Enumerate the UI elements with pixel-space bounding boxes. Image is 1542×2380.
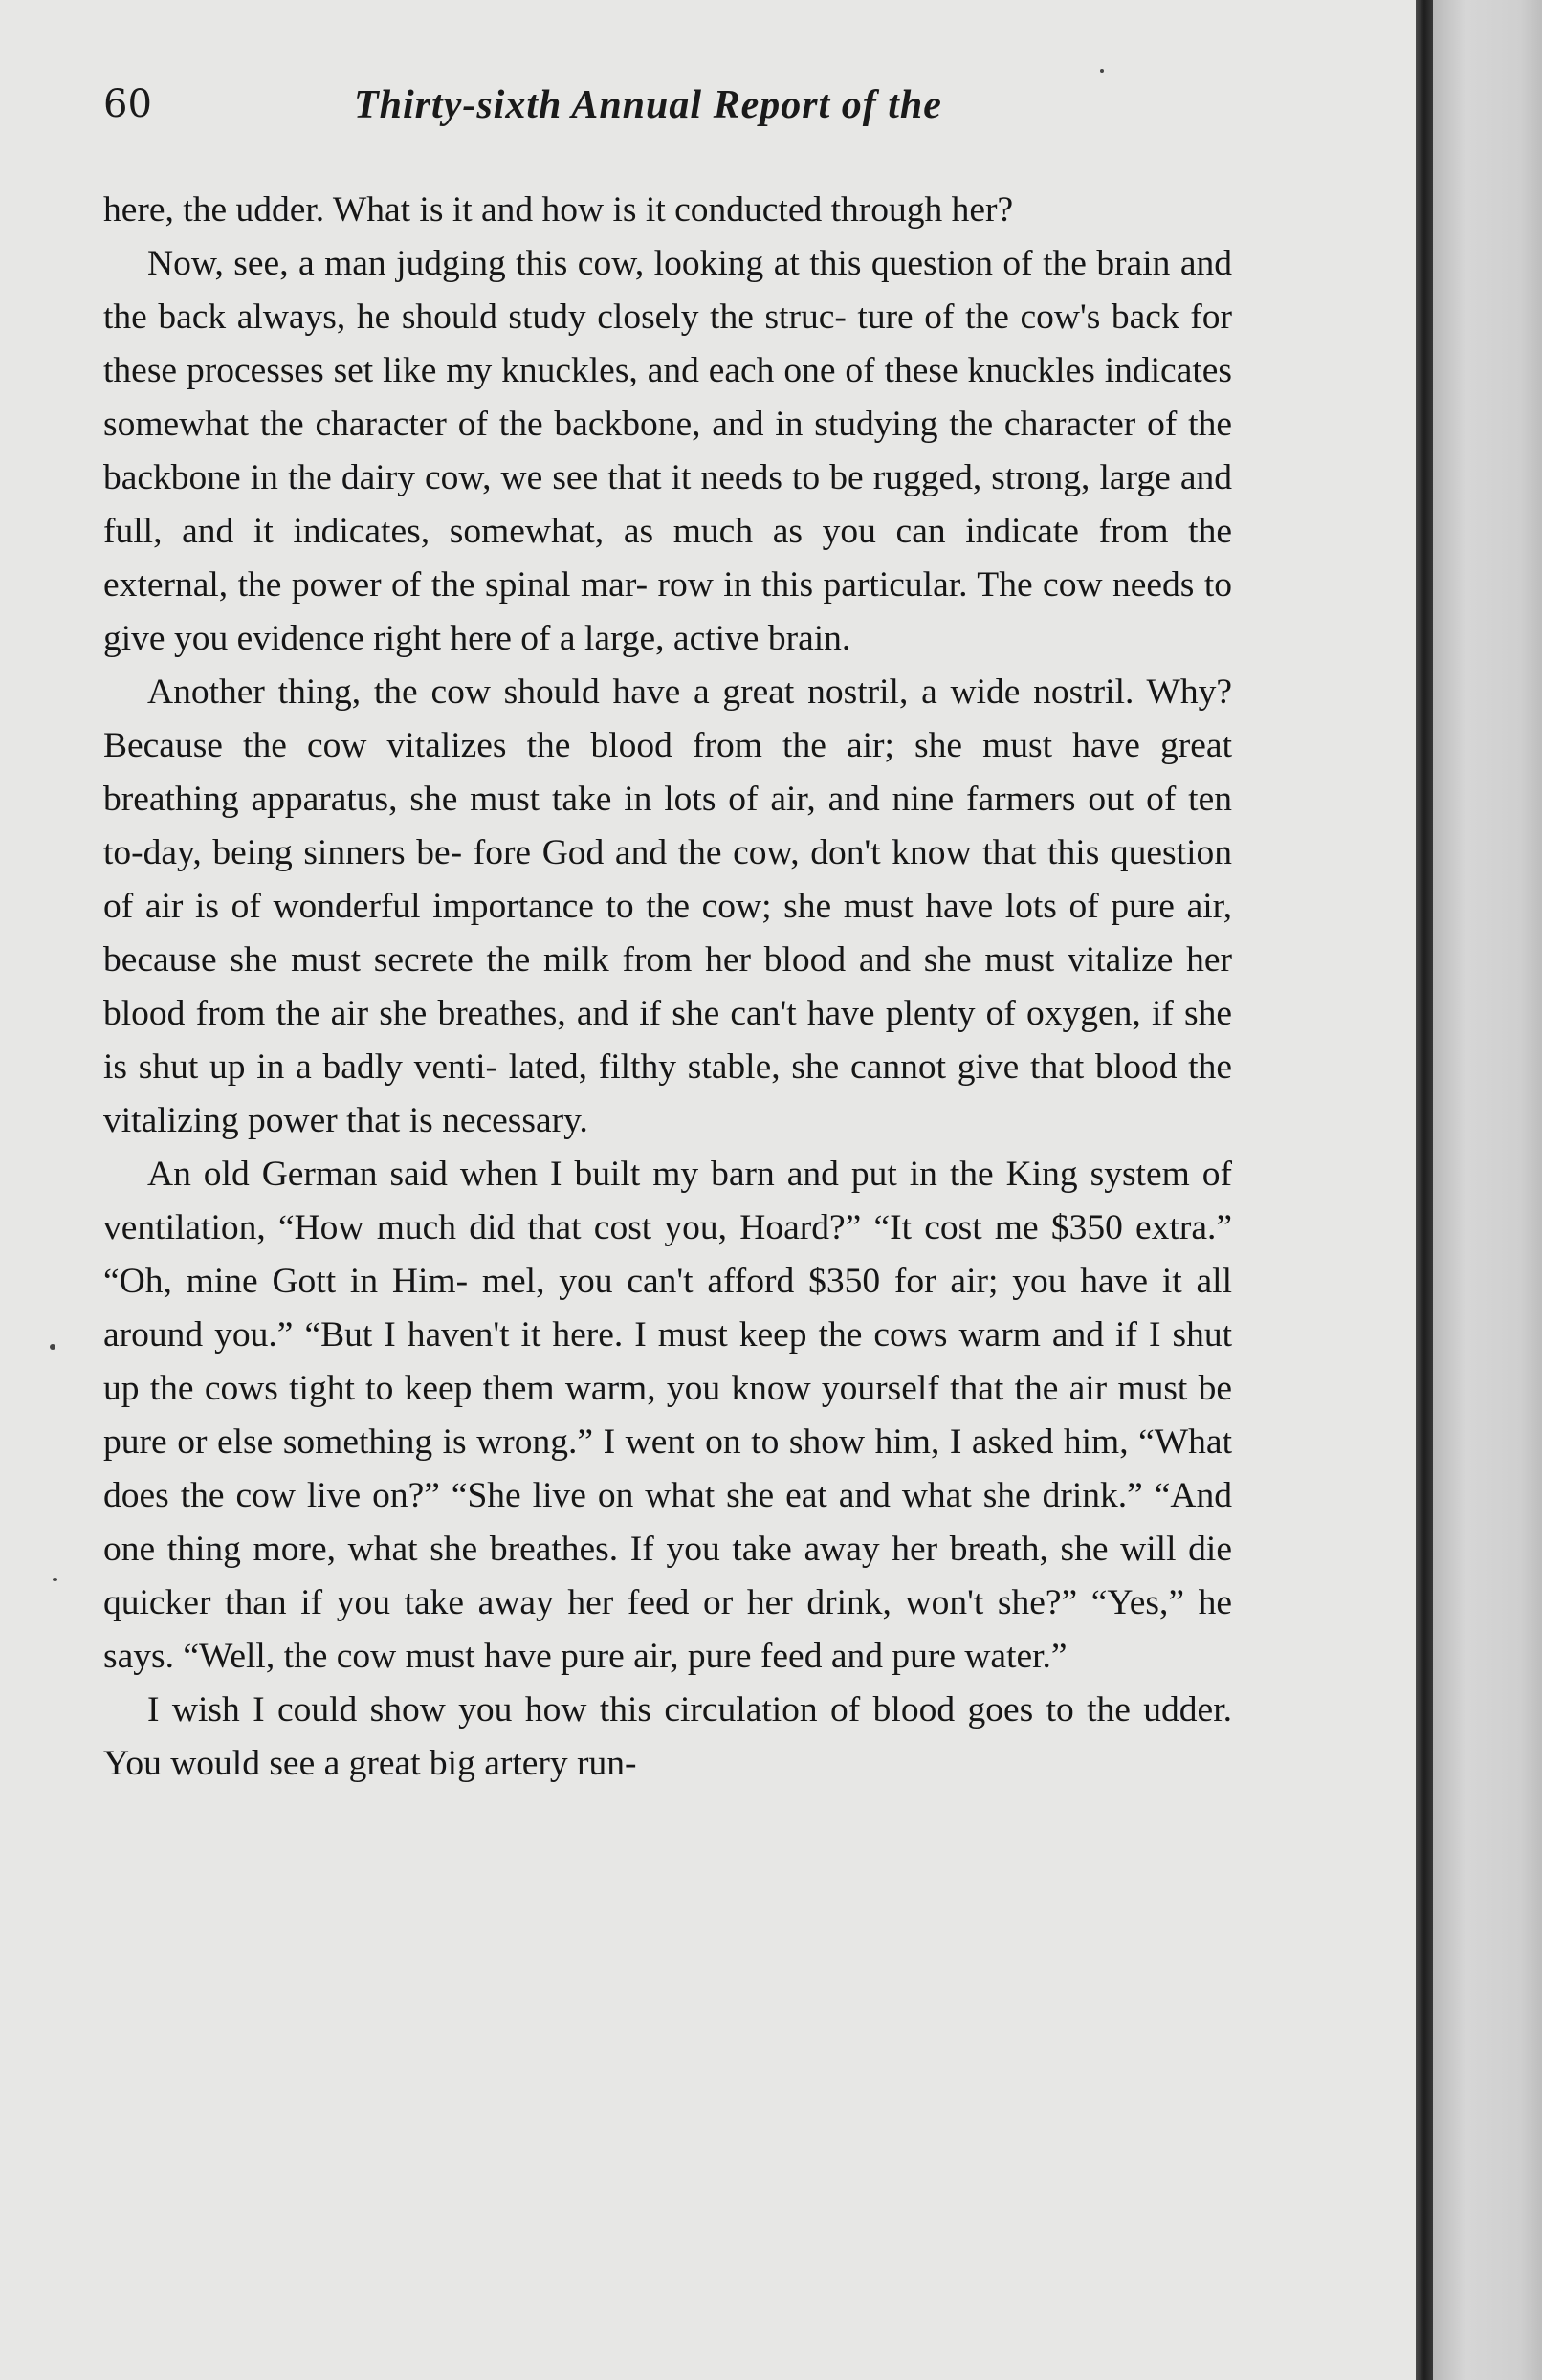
dust-speck	[53, 1578, 57, 1581]
paragraph-1: here, the udder. What is it and how is it conducted through her?	[103, 190, 1014, 230]
running-head: Thirty-sixth Annual Report of the	[354, 83, 942, 127]
dust-speck	[50, 1344, 55, 1350]
page-number: 60	[103, 82, 152, 126]
paragraph-5: I wish I could show you how this circulation of blood goes to the udder. You would see a great big artery run-	[103, 1690, 1232, 1783]
dust-speck	[1100, 69, 1104, 73]
body-text	[103, 184, 1232, 1791]
paragraph-2: Now, see, a man judging this cow, looking at this question of the brain and the back always, he should study closely the struc- ture of the cow's back for these processes set like my knuckles, and each one of these knuckles indicates somewhat the character of the backbone, and in studying the character of the backbone in the dairy cow, we see that it needs to be rugged, strong, large and full, and it indicates, somewhat, as much as you can indicate from the external, the power of the spinal mar- row in this particular. The cow needs to give you evidence right here of a large, active brain.	[103, 244, 1232, 658]
page-header	[103, 82, 1232, 140]
book-binding	[1416, 0, 1433, 2380]
paragraph-3: Another thing, the cow should have a great nostril, a wide nostril. Why? Because the cow vitalizes the blood from the air; she must have great breathing apparatus, she must take in lots of air, and nine farmers out of ten to-day, being sinners be- fore God and the cow, don't know that this question of air is of wonderful importance to the cow; she must have lots of pure air, because she must secrete the milk from her blood and she must vitalize her blood from the air she breathes, and if she can't have plenty of oxygen, if she is shut up in a badly venti- lated, filthy stable, she cannot give that blood the vitalizing power that is necessary.	[103, 672, 1232, 1140]
paragraph-4: An old German said when I built my barn and put in the King system of ventilation, “How much did that cost you, Hoard?” “It cost me $350 extra.” “Oh, mine Gott in Him- mel, you can't afford $350 for air; you have it all around you.” “But I haven't it here. I must keep the cows warm and if I shut up the cows tight to keep them warm, you know yourself that the air must be pure or else something is wrong.” I went on to show him, I asked him, “What does the cow live on?” “She live on what she eat and what she drink.” “And one thing more, what she breathes. If you take away her breath, she will die quicker than if you take away her feed or her drink, won't she?” “Yes,” he says. “Well, the cow must have pure air, pure feed and pure water.”	[103, 1155, 1232, 1676]
facing-page-edge	[1433, 0, 1542, 2380]
